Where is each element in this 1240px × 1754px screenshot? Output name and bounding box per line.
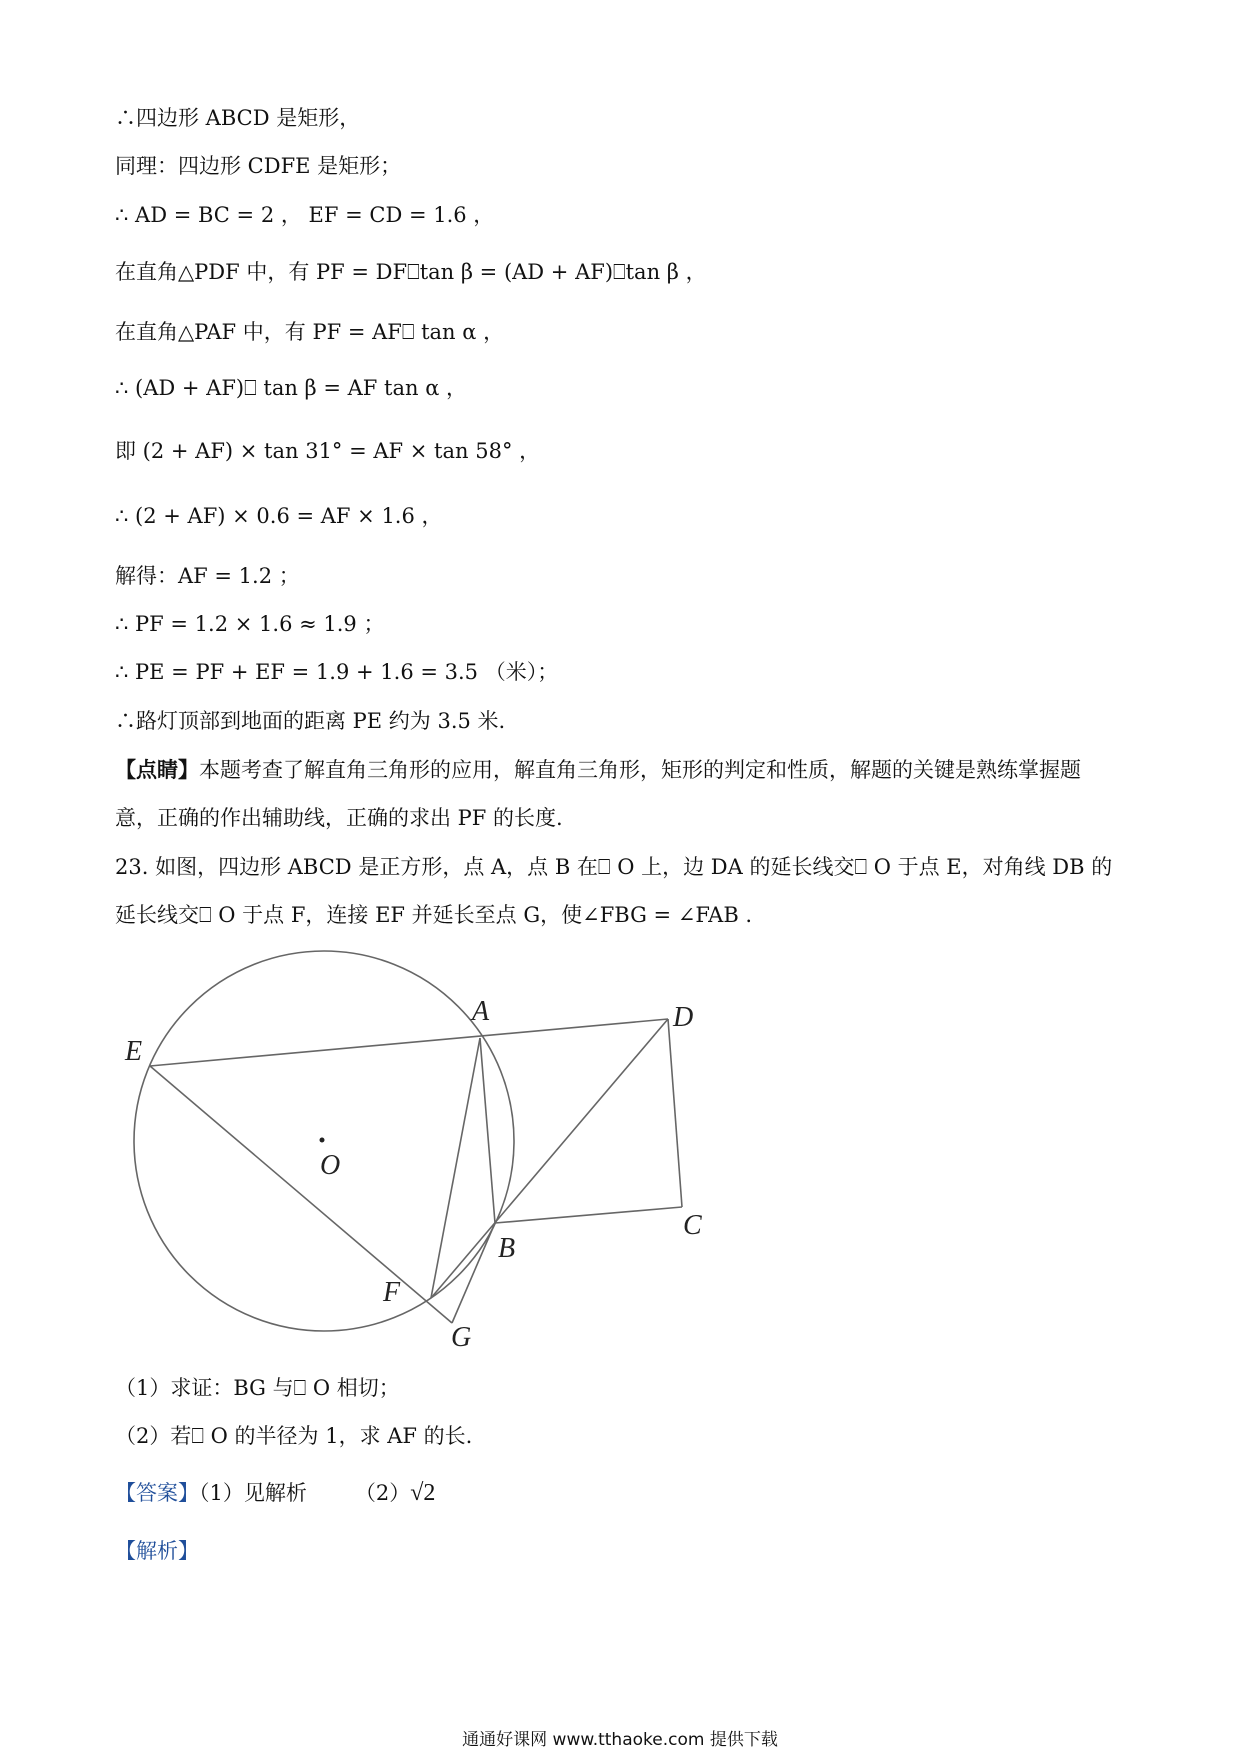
solution-line: ∴ PE = PF + EF = 1.9 + 1.6 = 3.5 （米）；	[115, 660, 559, 684]
label-o: O	[320, 1150, 341, 1181]
label-a: A	[472, 996, 490, 1027]
solution-line: ∴ (AD + AF)⎕ tan β = AF tan α ，	[115, 376, 468, 400]
analysis-tag: 【解析】	[115, 1539, 199, 1563]
label-d: D	[673, 1002, 694, 1033]
question-2: （2）若⎕ O 的半径为 1，求 AF 的长.	[115, 1424, 473, 1448]
geometry-figure	[115, 940, 735, 1360]
segment-dc	[668, 1019, 682, 1207]
answer-part-2-prefix: （2）	[354, 1481, 411, 1505]
solution-line: 即 (2 + AF) × tan 31° = AF × tan 58° ，	[115, 439, 541, 463]
label-e: E	[125, 1036, 143, 1067]
solution-line: ∴ PF = 1.2 × 1.6 ≈ 1.9 ；	[115, 612, 385, 636]
segment-cb	[495, 1207, 682, 1223]
footer: 通通好课网 www.tthaoke.com 提供下载	[462, 1730, 778, 1750]
comment-line-1	[115, 755, 1081, 785]
segment-df	[431, 1019, 668, 1298]
segment-bg	[452, 1223, 495, 1323]
solution-line: 同理：四边形 CDFE 是矩形；	[115, 154, 402, 178]
problem-line-1: 23. 如图，四边形 ABCD 是正方形，点 A，点 B 在⎕ O 上，边 DA 的延长线交⎕ O 于点 E，对角线 DB 的	[115, 855, 1113, 879]
solution-line: ∴路灯顶部到地面的距离 PE 约为 3.5 米.	[115, 709, 506, 733]
solution-line: ∴ (2 + AF) × 0.6 = AF × 1.6 ，	[115, 504, 443, 528]
answer-part-1: （1）见解析	[199, 1481, 307, 1505]
label-b: B	[498, 1233, 516, 1264]
solution-line: ∴ AD = BC = 2 ， EF = CD = 1.6 ，	[115, 203, 495, 227]
solution-line: 在直角△PDF 中，有 PF = DF⎕tan β = (AD + AF)⎕tan β ，	[115, 260, 707, 284]
label-g: G	[451, 1322, 472, 1353]
answer-tag: 【答案】	[115, 1481, 199, 1505]
question-1: （1）求证：BG 与⎕ O 相切；	[115, 1376, 400, 1400]
solution-line: ∴四边形 ABCD 是矩形，	[115, 106, 361, 130]
label-c: C	[683, 1210, 702, 1241]
solution-line: 在直角△PAF 中，有 PF = AF⎕ tan α ，	[115, 320, 505, 344]
solution-line: 解得：AF = 1.2 ；	[115, 564, 300, 588]
answer-line	[115, 1478, 435, 1508]
comment-tag: 【点睛】	[115, 757, 199, 782]
center-point	[320, 1138, 325, 1143]
segment-ba	[480, 1038, 495, 1223]
segment-ed	[150, 1019, 668, 1066]
comment-line-2: 意，正确的作出辅助线，正确的求出 PF 的长度.	[115, 806, 563, 830]
answer-part-2-value: √2	[410, 1480, 436, 1506]
segment-eg	[150, 1066, 452, 1323]
label-f: F	[383, 1277, 401, 1308]
comment-text: 本题考查了解直角三角形的应用，解直角三角形，矩形的判定和性质，解题的关键是熟练掌握题	[199, 758, 1081, 782]
problem-line-2: 延长线交⎕ O 于点 F，连接 EF 并延长至点 G，使∠FBG = ∠FAB .	[115, 903, 753, 927]
